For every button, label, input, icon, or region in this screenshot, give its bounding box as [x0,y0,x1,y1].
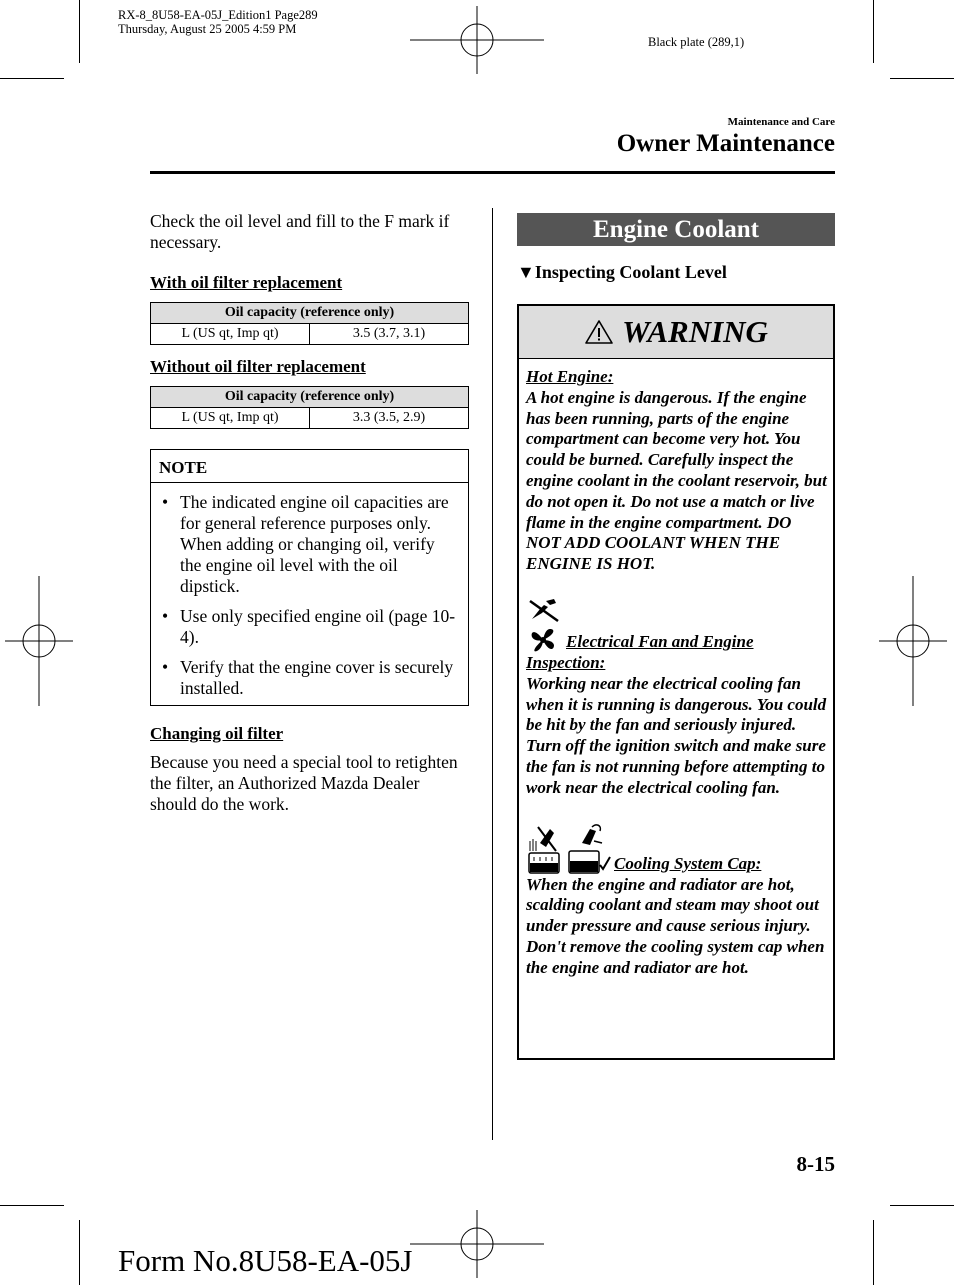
inspecting-heading [517,262,727,283]
note-title: NOTE [151,450,468,483]
column-divider [492,208,493,1140]
print-info-line2: Thursday, August 25 2005 4:59 PM [118,22,297,36]
engine-coolant-title: Engine Coolant [517,213,835,246]
table-value-cell: 3.3 (3.5, 2.9) [310,408,469,429]
warning-triangle-icon [584,319,614,345]
warning-body [519,359,833,979]
registration-mark-right [879,576,947,706]
with-filter-heading: With oil filter replacement [150,273,343,292]
list-item: • Verify that the engine cover is securely installed. [159,657,458,699]
table-header: Oil capacity (reference only) [151,387,469,408]
page-number: 8-15 [796,1152,835,1176]
chapter-label: Maintenance and Care [727,116,835,128]
table-unit-cell: L (US qt, Imp qt) [151,324,310,345]
without-filter-heading: Without oil filter replacement [150,357,366,376]
fan-heading-a: Electrical Fan and Engine [566,632,754,652]
intro-text: Check the oil level and fill to the F mark if necessary. [150,211,450,252]
cap-heading: Cooling System Cap: [614,853,762,873]
fan-heading-line [526,627,829,653]
registration-mark-top [410,6,544,74]
list-item: • The indicated engine oil capacities are for general reference purposes only. When adding or changing oil, verify the engine oil level with the oil dipstick. [159,492,458,597]
note-box [150,449,469,706]
table-value-cell: 3.5 (3.7, 3.1) [310,324,469,345]
fan-icons [526,597,829,627]
warning-title: WARNING [622,314,768,349]
cap-heading-line [526,821,829,875]
hot-engine-heading: Hot Engine: [526,367,614,386]
fan-heading-b: Inspection: [526,652,606,672]
fan-icon [526,627,560,653]
header-rule [150,171,835,174]
table-unit-cell: L (US qt, Imp qt) [151,408,310,429]
print-info-line1: RX-8_8U58-EA-05J_Edition1 Page289 [118,8,318,22]
table-header: Oil capacity (reference only) [151,303,469,324]
no-hand-fan-icon [526,597,562,625]
section-title: Owner Maintenance [616,130,835,157]
print-info [118,8,318,36]
hot-engine-text: A hot engine is dangerous. If the engine has been running, parts of the engine compartment can become very hot. You could be burned. Carefully inspect the engine coolant in the coolant reservoir, but do not open it. Do not use a match or live flame in the engine compartment. DO NOT ADD COOLANT WHEN THE ENGINE IS HOT. [526,387,827,574]
fan-text: Working near the electrical cooling fan when it is running is dangerous. You could be hit by the fan and seriously injured. Turn off the ignition switch and make sure the fan is not running before attempting to work near the electrical cooling fan. [526,673,827,797]
warning-header [519,306,833,359]
cap-check-icon [566,821,612,875]
changing-filter-heading: Changing oil filter [150,724,284,743]
cap-text: When the engine and radiator are hot, scalding coolant and steam may shoot out under pressure and cause serious injury. Don't remove the cooling system cap when the engine and radiator are hot. [526,874,825,977]
without-filter-table [150,386,469,429]
registration-mark-bottom [410,1210,544,1278]
form-number: Form No.8U58-EA-05J [118,1243,413,1278]
no-open-cap-icon [526,821,562,875]
changing-filter-text: Because you need a special tool to retighten the filter, an Authorized Mazda Dealer should do the work. [150,752,458,814]
note-list [151,483,468,714]
inspecting-heading-text: Inspecting Coolant Level [534,262,727,282]
list-item: • Use only specified engine oil (page 10-4). [159,606,458,648]
registration-mark-left [5,576,73,706]
warning-box [517,304,835,1060]
plate-info: Black plate (289,1) [648,35,745,49]
with-filter-table [150,302,469,345]
triangle-down-icon: ▼ [517,262,535,282]
